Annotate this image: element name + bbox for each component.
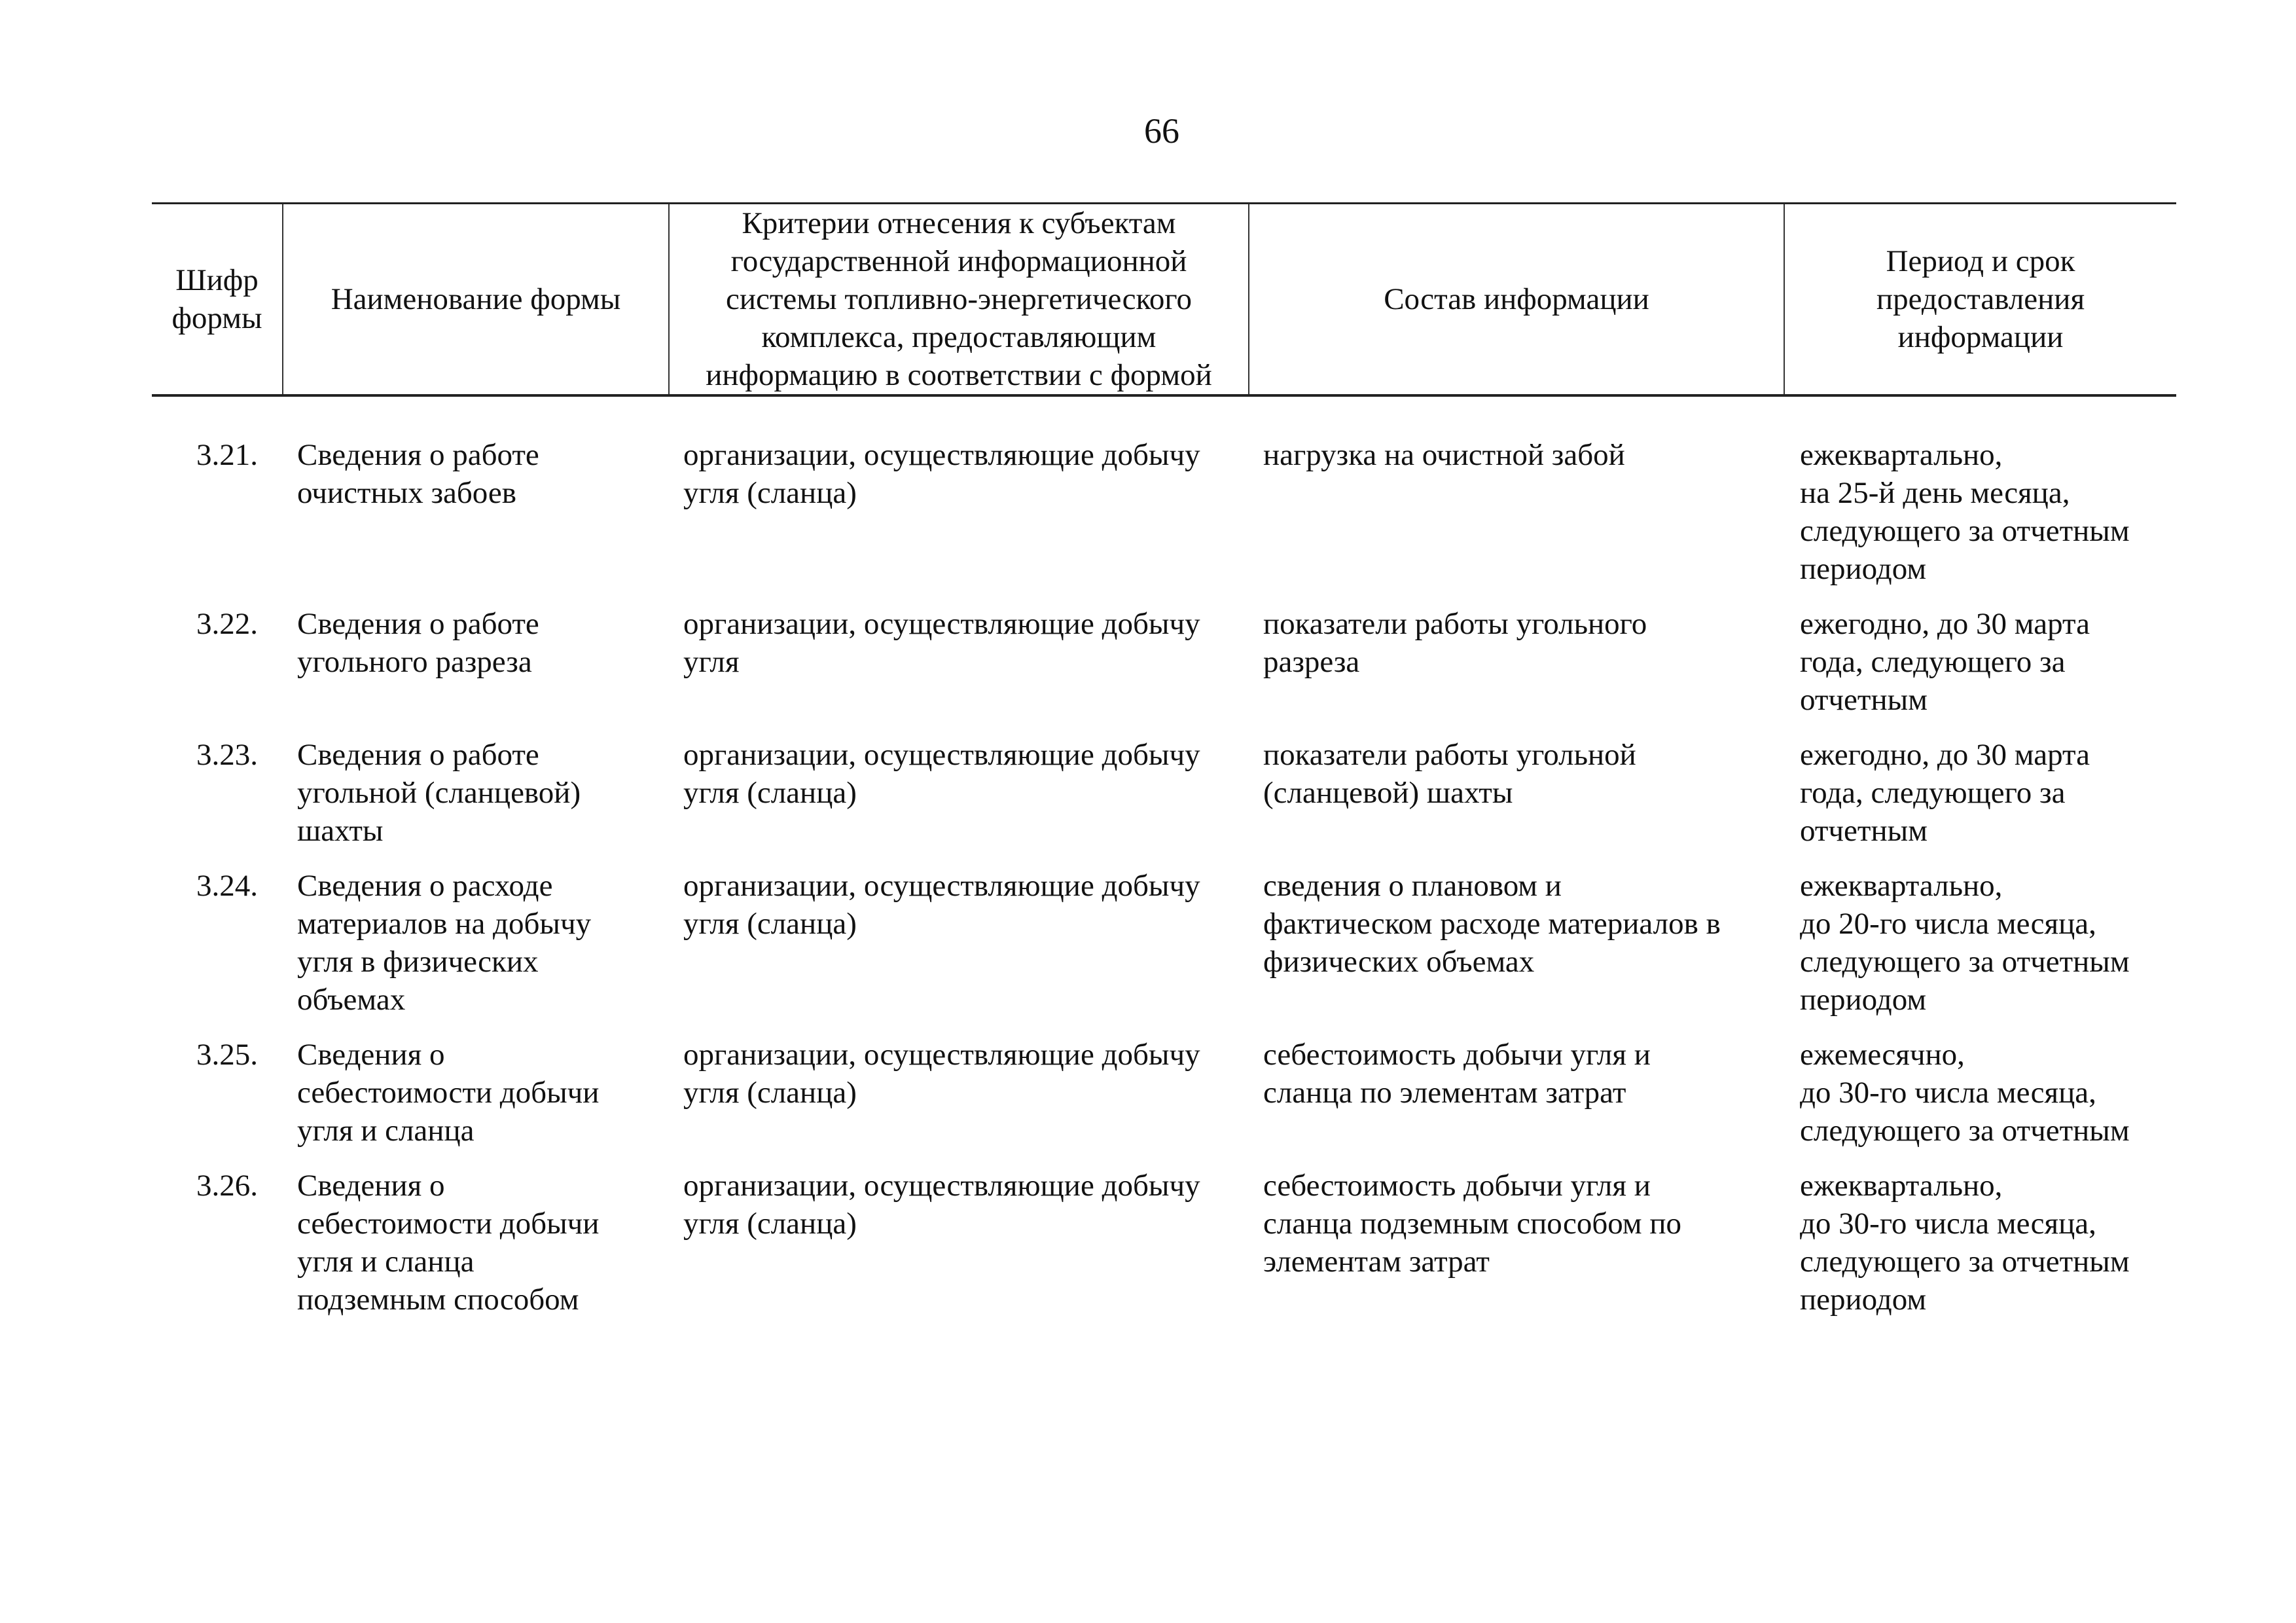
header-period: Период и срок предоставления информации xyxy=(1784,204,2176,396)
form-criteria: организации, осуществляющие добычу угля (сланца) xyxy=(683,438,1200,510)
form-name: Сведения о работе очистных забоев xyxy=(297,438,539,510)
form-code: 3.26. xyxy=(196,1169,258,1203)
table-row xyxy=(152,736,2176,867)
table-row xyxy=(152,1036,2176,1167)
form-info: нагрузка на очистной забой xyxy=(1263,438,1625,472)
forms-table xyxy=(152,202,2176,1336)
form-info: себестоимость добычи угля и сланца подземным способом по элементам затрат xyxy=(1263,1169,1681,1279)
table-body xyxy=(152,395,2176,1336)
table-row xyxy=(152,1167,2176,1336)
form-period: ежеквартально, до 20-го числа месяца, следующего за отчетным периодом xyxy=(1800,869,2130,1017)
form-code: 3.22. xyxy=(196,607,258,641)
header-row xyxy=(152,204,2176,396)
form-criteria: организации, осуществляющие добычу угля (сланца) xyxy=(683,869,1200,941)
header-info: Состав информации xyxy=(1249,204,1784,396)
form-period: ежегодно, до 30 марта года, следующего за отчетным xyxy=(1800,607,2090,717)
form-criteria: организации, осуществляющие добычу угля xyxy=(683,607,1200,679)
form-code: 3.23. xyxy=(196,738,258,772)
form-code: 3.25. xyxy=(196,1038,258,1072)
header-name: Наименование формы xyxy=(283,204,669,396)
form-criteria: организации, осуществляющие добычу угля (сланца) xyxy=(683,738,1200,810)
header-code: Шифр формы xyxy=(152,204,283,396)
form-info: себестоимость добычи угля и сланца по элементам затрат xyxy=(1263,1038,1651,1110)
form-name: Сведения о расходе материалов на добычу угля в физических объемах xyxy=(297,869,592,1017)
form-period: ежемесячно, до 30-го числа месяца, следующего за отчетным xyxy=(1800,1038,2130,1148)
table-row xyxy=(152,867,2176,1036)
table-row xyxy=(152,395,2176,605)
form-name: Сведения о работе угольной (сланцевой) шахты xyxy=(297,738,581,848)
form-code: 3.21. xyxy=(196,438,258,472)
page-number: 66 xyxy=(1144,111,1179,151)
form-period: ежегодно, до 30 марта года, следующего за отчетным xyxy=(1800,738,2090,848)
form-period: ежеквартально, на 25-й день месяца, следующего за отчетным периодом xyxy=(1800,438,2130,586)
form-info: показатели работы угольного разреза xyxy=(1263,607,1647,679)
table-row xyxy=(152,605,2176,736)
form-criteria: организации, осуществляющие добычу угля (сланца) xyxy=(683,1038,1200,1110)
form-code: 3.24. xyxy=(196,869,258,903)
form-period: ежеквартально, до 30-го числа месяца, следующего за отчетным периодом xyxy=(1800,1169,2130,1317)
form-name: Сведения о работе угольного разреза xyxy=(297,607,539,679)
form-name: Сведения о себестоимости добычи угля и сланца подземным способом xyxy=(297,1169,600,1317)
table-header xyxy=(152,204,2176,396)
header-criteria: Критерии отнесения к субъектам государственной информационной системы топливно-энергетического комплекса, предоставляющим информацию в соответствии с формой xyxy=(669,204,1249,396)
form-info: сведения о плановом и фактическом расходе материалов в физических объемах xyxy=(1263,869,1721,979)
form-criteria: организации, осуществляющие добычу угля (сланца) xyxy=(683,1169,1200,1241)
form-info: показатели работы угольной (сланцевой) шахты xyxy=(1263,738,1636,810)
form-name: Сведения о себестоимости добычи угля и сланца xyxy=(297,1038,600,1148)
